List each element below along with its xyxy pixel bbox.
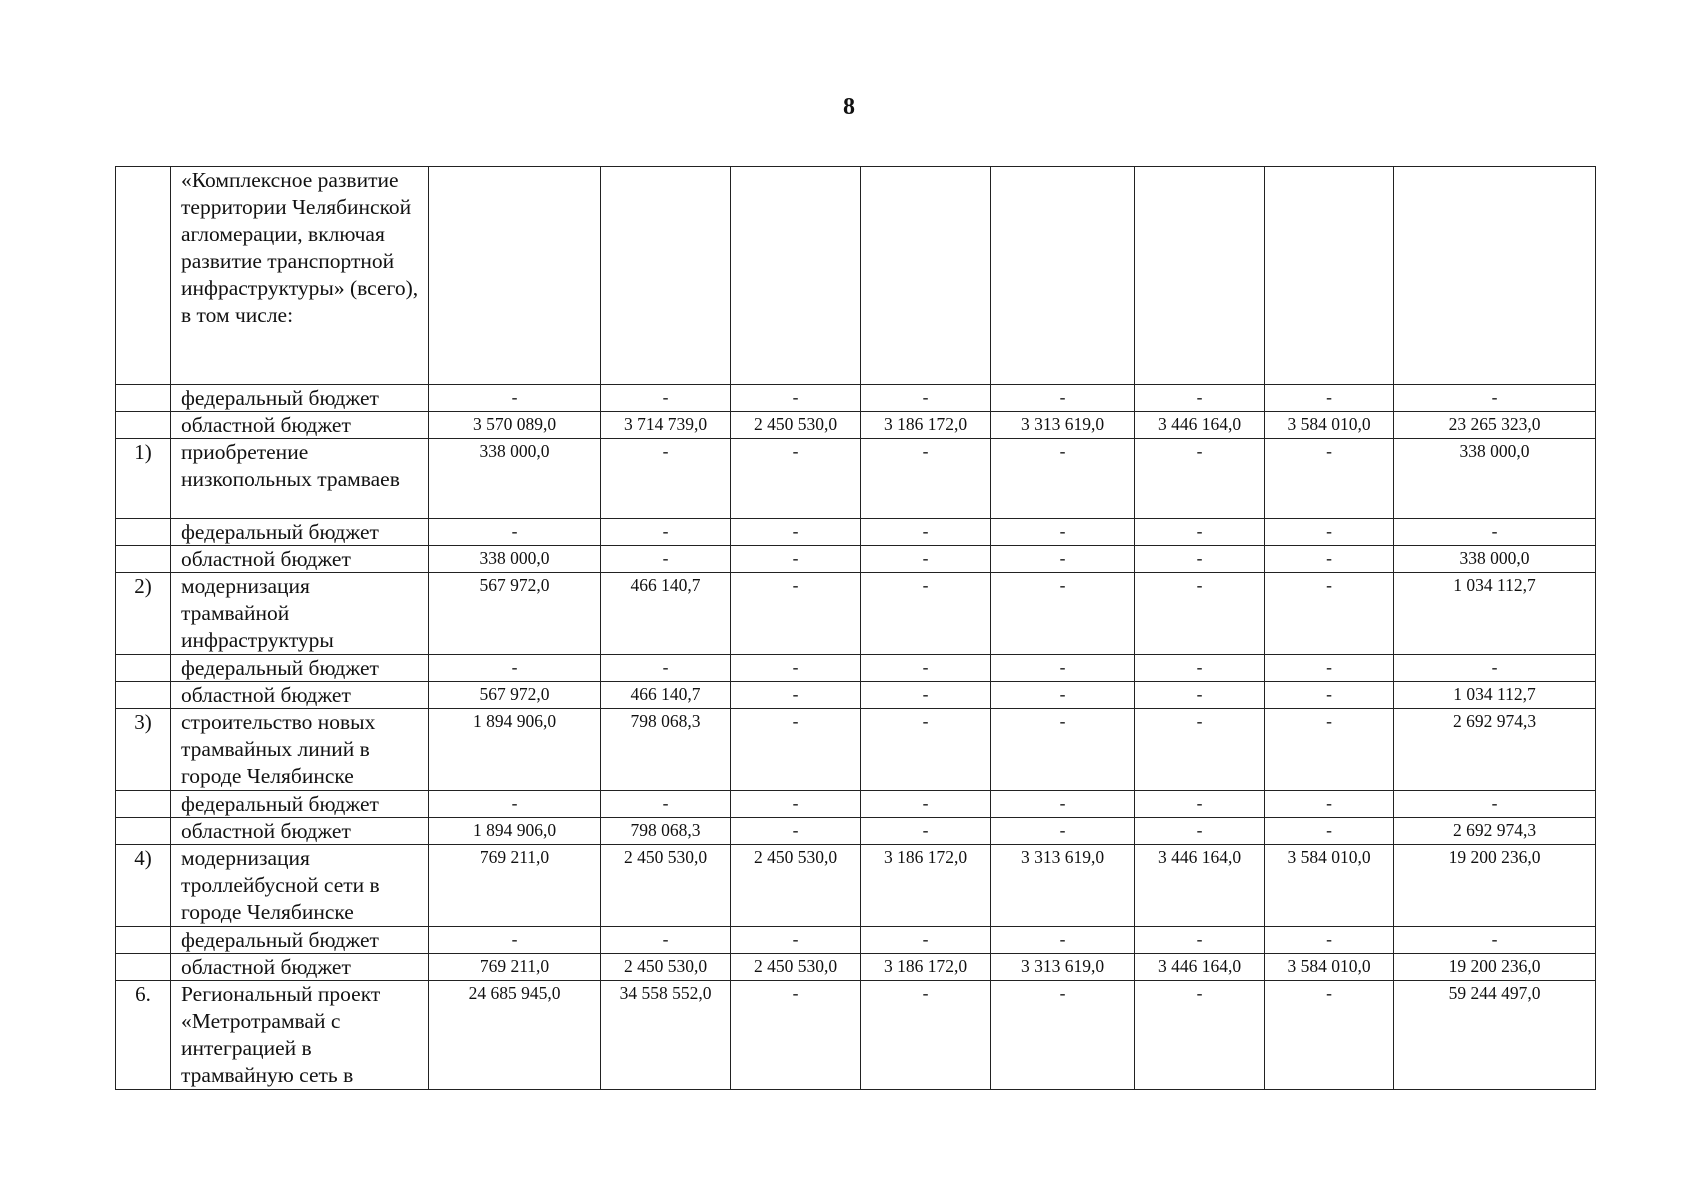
value-cell: -	[429, 791, 601, 818]
value-cell: -	[429, 385, 601, 412]
value-cell: 466 140,7	[601, 682, 731, 709]
row-index: 6.	[116, 981, 171, 1090]
value-cell: -	[601, 791, 731, 818]
row-index	[116, 927, 171, 954]
total-cell: -	[1394, 791, 1596, 818]
value-cell: -	[861, 682, 991, 709]
table-body	[116, 167, 1596, 1090]
row-index	[116, 682, 171, 709]
row-index	[116, 167, 171, 385]
total-cell: 2 692 974,3	[1394, 818, 1596, 845]
value-cell: 1 894 906,0	[429, 709, 601, 791]
value-cell: -	[429, 519, 601, 546]
table-row	[116, 573, 1596, 655]
value-cell: -	[1135, 655, 1265, 682]
item-description: модернизация трамвайной инфраструктуры	[171, 573, 429, 655]
value-cell: -	[991, 655, 1135, 682]
value-cell: 3 584 010,0	[1265, 954, 1394, 981]
table-row	[116, 709, 1596, 791]
value-cell: 769 211,0	[429, 845, 601, 927]
row-index	[116, 655, 171, 682]
page-number: 8	[843, 94, 855, 120]
total-cell: 19 200 236,0	[1394, 845, 1596, 927]
value-cell: -	[731, 519, 861, 546]
value-cell: -	[861, 709, 991, 791]
total-cell: 2 692 974,3	[1394, 709, 1596, 791]
budget-source-label: областной бюджет	[171, 412, 429, 439]
value-cell: 34 558 552,0	[601, 981, 731, 1090]
value-cell: 3 584 010,0	[1265, 412, 1394, 439]
value-cell: -	[991, 791, 1135, 818]
row-index	[116, 791, 171, 818]
budget-table	[115, 166, 1596, 1090]
value-cell: -	[861, 655, 991, 682]
total-cell: 338 000,0	[1394, 546, 1596, 573]
value-cell: -	[731, 546, 861, 573]
item-description: Региональный проект «Метротрамвай с интеграцией в трамвайную сеть в	[171, 981, 429, 1090]
value-cell: -	[1265, 791, 1394, 818]
value-cell: -	[731, 981, 861, 1090]
value-cell: 338 000,0	[429, 439, 601, 519]
value-cell: 2 450 530,0	[731, 412, 861, 439]
value-cell	[1135, 167, 1265, 385]
row-index: 4)	[116, 845, 171, 927]
item-description: строительство новых трамвайных линий в городе Челябинске	[171, 709, 429, 791]
value-cell: -	[731, 655, 861, 682]
value-cell: 466 140,7	[601, 573, 731, 655]
value-cell: -	[1265, 519, 1394, 546]
row-index	[116, 818, 171, 845]
value-cell: -	[1265, 818, 1394, 845]
item-description: «Комплексное развитие территории Челябинской агломерации, включая развитие транспортной инфраструктуры» (всего), в том числе:	[171, 167, 429, 385]
value-cell: -	[861, 573, 991, 655]
total-cell: -	[1394, 519, 1596, 546]
value-cell: 798 068,3	[601, 709, 731, 791]
value-cell: 3 186 172,0	[861, 412, 991, 439]
total-cell: -	[1394, 655, 1596, 682]
value-cell: 3 186 172,0	[861, 954, 991, 981]
value-cell: -	[601, 655, 731, 682]
value-cell: -	[1135, 385, 1265, 412]
value-cell: -	[1135, 519, 1265, 546]
value-cell: -	[731, 385, 861, 412]
table-subrow	[116, 954, 1596, 981]
value-cell: -	[991, 385, 1135, 412]
budget-source-label: областной бюджет	[171, 954, 429, 981]
value-cell: -	[1135, 791, 1265, 818]
budget-source-label: федеральный бюджет	[171, 791, 429, 818]
value-cell: 798 068,3	[601, 818, 731, 845]
row-index	[116, 546, 171, 573]
value-cell: -	[1265, 439, 1394, 519]
value-cell: -	[1265, 981, 1394, 1090]
table-row	[116, 439, 1596, 519]
item-description: приобретение низкопольных трамваев	[171, 439, 429, 519]
value-cell: -	[429, 927, 601, 954]
value-cell: -	[861, 546, 991, 573]
value-cell: -	[601, 546, 731, 573]
value-cell: -	[1135, 439, 1265, 519]
value-cell	[429, 167, 601, 385]
budget-source-label: федеральный бюджет	[171, 519, 429, 546]
value-cell: -	[991, 927, 1135, 954]
value-cell: -	[1135, 818, 1265, 845]
value-cell: -	[991, 818, 1135, 845]
total-cell: 338 000,0	[1394, 439, 1596, 519]
value-cell: 3 570 089,0	[429, 412, 601, 439]
value-cell: -	[991, 981, 1135, 1090]
value-cell: 769 211,0	[429, 954, 601, 981]
value-cell: 3 313 619,0	[991, 954, 1135, 981]
value-cell: -	[731, 818, 861, 845]
value-cell: -	[601, 519, 731, 546]
value-cell: -	[1265, 655, 1394, 682]
table-subrow	[116, 682, 1596, 709]
value-cell: 3 186 172,0	[861, 845, 991, 927]
value-cell: -	[1265, 385, 1394, 412]
value-cell: -	[1135, 682, 1265, 709]
value-cell: 1 894 906,0	[429, 818, 601, 845]
value-cell: -	[991, 546, 1135, 573]
total-cell: -	[1394, 927, 1596, 954]
value-cell: -	[1265, 682, 1394, 709]
value-cell: -	[731, 791, 861, 818]
value-cell	[1265, 167, 1394, 385]
value-cell: 3 446 164,0	[1135, 412, 1265, 439]
value-cell: -	[731, 439, 861, 519]
value-cell: -	[991, 439, 1135, 519]
row-index	[116, 954, 171, 981]
table-subrow	[116, 927, 1596, 954]
value-cell: -	[731, 573, 861, 655]
value-cell: 567 972,0	[429, 573, 601, 655]
table-subrow	[116, 818, 1596, 845]
value-cell: -	[601, 385, 731, 412]
value-cell: -	[1135, 981, 1265, 1090]
value-cell: -	[1135, 709, 1265, 791]
budget-source-label: федеральный бюджет	[171, 655, 429, 682]
total-cell: 1 034 112,7	[1394, 682, 1596, 709]
value-cell	[991, 167, 1135, 385]
total-cell: 19 200 236,0	[1394, 954, 1596, 981]
budget-source-label: федеральный бюджет	[171, 385, 429, 412]
value-cell: 338 000,0	[429, 546, 601, 573]
value-cell: 3 714 739,0	[601, 412, 731, 439]
value-cell: -	[861, 519, 991, 546]
value-cell: -	[861, 439, 991, 519]
row-index	[116, 519, 171, 546]
budget-source-label: федеральный бюджет	[171, 927, 429, 954]
value-cell: -	[1265, 573, 1394, 655]
total-cell: -	[1394, 385, 1596, 412]
value-cell: -	[731, 682, 861, 709]
value-cell: -	[429, 655, 601, 682]
value-cell: -	[861, 818, 991, 845]
row-index	[116, 385, 171, 412]
table-subrow	[116, 519, 1596, 546]
budget-source-label: областной бюджет	[171, 546, 429, 573]
table-subrow	[116, 385, 1596, 412]
value-cell: -	[731, 709, 861, 791]
value-cell: -	[1135, 927, 1265, 954]
value-cell: -	[861, 981, 991, 1090]
value-cell: -	[1135, 546, 1265, 573]
value-cell: 24 685 945,0	[429, 981, 601, 1090]
value-cell: 567 972,0	[429, 682, 601, 709]
value-cell: 2 450 530,0	[601, 954, 731, 981]
value-cell: -	[1265, 709, 1394, 791]
value-cell: -	[601, 439, 731, 519]
value-cell: 2 450 530,0	[731, 954, 861, 981]
budget-source-label: областной бюджет	[171, 818, 429, 845]
value-cell: -	[731, 927, 861, 954]
value-cell: 3 446 164,0	[1135, 845, 1265, 927]
budget-source-label: областной бюджет	[171, 682, 429, 709]
total-cell	[1394, 167, 1596, 385]
table-row	[116, 845, 1596, 927]
table-subrow	[116, 655, 1596, 682]
value-cell: -	[1265, 927, 1394, 954]
value-cell: -	[601, 927, 731, 954]
row-index	[116, 412, 171, 439]
value-cell: -	[861, 791, 991, 818]
row-index: 2)	[116, 573, 171, 655]
table-row	[116, 167, 1596, 385]
row-index: 1)	[116, 439, 171, 519]
value-cell	[861, 167, 991, 385]
table-subrow	[116, 546, 1596, 573]
value-cell: 2 450 530,0	[601, 845, 731, 927]
value-cell: -	[1265, 546, 1394, 573]
value-cell: 3 313 619,0	[991, 845, 1135, 927]
table-subrow	[116, 791, 1596, 818]
value-cell: 3 313 619,0	[991, 412, 1135, 439]
value-cell: -	[1135, 573, 1265, 655]
table-subrow	[116, 412, 1596, 439]
value-cell: -	[991, 709, 1135, 791]
value-cell: -	[991, 682, 1135, 709]
value-cell: -	[861, 385, 991, 412]
value-cell	[601, 167, 731, 385]
value-cell	[731, 167, 861, 385]
table-row	[116, 981, 1596, 1090]
value-cell: -	[991, 519, 1135, 546]
total-cell: 23 265 323,0	[1394, 412, 1596, 439]
total-cell: 1 034 112,7	[1394, 573, 1596, 655]
value-cell: -	[861, 927, 991, 954]
value-cell: 2 450 530,0	[731, 845, 861, 927]
total-cell: 59 244 497,0	[1394, 981, 1596, 1090]
value-cell: 3 584 010,0	[1265, 845, 1394, 927]
value-cell: -	[991, 573, 1135, 655]
item-description: модернизация троллейбусной сети в городе Челябинске	[171, 845, 429, 927]
row-index: 3)	[116, 709, 171, 791]
value-cell: 3 446 164,0	[1135, 954, 1265, 981]
